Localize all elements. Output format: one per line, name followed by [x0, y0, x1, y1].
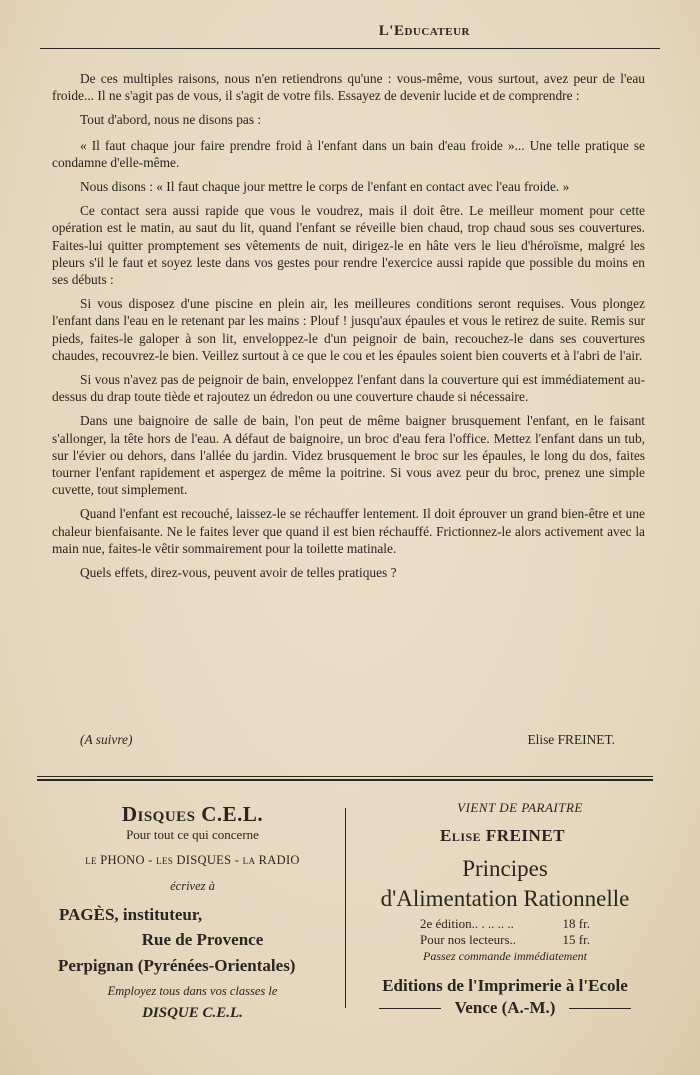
ad-write-to: écrivez à [170, 879, 215, 894]
paragraph: Si vous n'avez pas de peignoir de bain, enveloppez l'enfant dans la couverture qui est immédiatement au-dessus du drap toute tiède et rajoutez un édredon ou une couverture chaude si nécessaire. [52, 372, 645, 405]
paragraph: « Il faut chaque jour faire prendre froid à l'enfant dans un bain d'eau froide »... Une telle pratique se condamne d'elle-même. [52, 137, 645, 170]
ad-brand: Disques C.E.L. [121, 802, 264, 826]
book-title-line2: d'Alimentation Rationnelle [380, 885, 630, 911]
price-label: Pour nos lecteurs.. [420, 931, 517, 947]
paragraph: Ce contact sera aussi rapide que vous le voudrez, mais il doit être. Le meilleur moment pour cette opération est le matin, au saut du lit, quand l'enfant se réveille bien chaud, trop chaud sous ses couvertures. Faites-lui quitter promptement ses vêtements de nuit, dirigez-le en hâte vers le lieu d'héroïsme, malgré les pleurs s'il le faut et soyez leste dans vos gestes pour rendre l'exercice aussi rapide que possible du moins en ses débuts : [52, 203, 645, 288]
paragraph: Dans une baignoire de salle de bain, l'on peut de même baigner brusquement l'enfant, en le faisant s'allonger, la tête hors de l'eau. A défaut de baignoire, un broc d'eau fera l'office. Mettez l'enfant dans un tub, sur l'évier ou dehors, dans l'allée du jardin. Videz brusquement le broc sur les épaules, le long du dos, faites tourner l'enfant rapidement et aspergez de même la poitrine. Si vous avez peur du broc, prenez une simple cuvette, tout simplement. [52, 413, 645, 498]
paragraph: De ces multiples raisons, nous n'en retiendrons qu'une : vous-même, vous surtout, avez peur de l'eau froide... Il ne s'agit pas de vous, il s'agit de votre fils. Essayez de devenir lucide et de comprendre : [52, 71, 645, 104]
price-label: 2e édition.. . .. .. .. [420, 916, 514, 932]
decorative-rule [379, 1008, 441, 1009]
page-header [40, 22, 660, 49]
paragraph: Quand l'enfant est recouché, laissez-le se réchauffer lentement. Il doit éprouver un grand bien-être et une chaleur bienfaisante. Ne le faites lever que quand il est bien réchauffé. Frictionnez-le alors activement avec la main nue, faites-le vêtir sommairement pour la toilette matinale. [52, 506, 645, 556]
journal-title: L'Educateur [378, 23, 470, 39]
paragraph: Si vous disposez d'une piscine en plein air, les meilleures conditions seront requises. Vous plongez l'enfant dans l'eau en le retenant par les mains : Plouf ! jusqu'aux épaules et vous le retirez de suite. Remis sur pieds, faites-le galoper à son lit, enveloppez-le d'un peignoir de bain, recouchez-le dans ses couvertures chaudes, recouvrez-le bien. Veillez surtout à ce que le cou et les épaules soient bien couverts et à l'abri de l'air. [52, 296, 645, 363]
ad-column-divider [345, 808, 346, 1008]
publisher-name: Editions de l'Imprimerie à l'Ecole [382, 975, 628, 995]
ad-disques-cel [45, 798, 340, 1022]
paragraph: Tout d'abord, nous ne disons pas : [80, 112, 262, 128]
ad-subtitle: Pour tout ce qui concerne [126, 827, 259, 843]
publisher-location: Vence (A.-M.) [454, 998, 556, 1018]
section-divider [37, 776, 653, 781]
book-title-line1: Principes [462, 855, 548, 881]
to-be-continued: (A suivre) [80, 732, 133, 747]
contact-street: Rue de Provence [141, 930, 264, 950]
ad-items: le PHONO - les DISQUES - la RADIO [85, 853, 300, 868]
order-note: Passez commande immédiatement [423, 949, 587, 964]
publisher-location-row [355, 998, 655, 1018]
ad-disque-name: DISQUE C.E.L. [142, 1004, 243, 1021]
article-author: Elise FREINET. [527, 732, 615, 747]
ad-use-note: Employez tous dans vos classes le [107, 984, 278, 999]
contact-name: PAGÈS, instituteur, [59, 904, 203, 924]
price-row [355, 932, 655, 948]
ad-book [355, 800, 655, 1019]
paragraph: Quels effets, direz-vous, peuvent avoir de telles pratiques ? [80, 565, 397, 581]
article-body [52, 70, 645, 588]
decorative-rule [569, 1008, 631, 1009]
price-row [355, 916, 655, 932]
paragraph: Nous disons : « Il faut chaque jour mettre le corps de l'enfant en contact avec l'eau froide. » [80, 179, 570, 195]
price-value: 15 fr. [562, 931, 590, 947]
book-author: Elise FREINET [439, 825, 565, 845]
ad-announcement: VIENT DE PARAITRE [457, 800, 583, 815]
contact-city: Perpignan (Pyrénées-Orientales) [58, 955, 296, 975]
price-value: 18 fr. [562, 916, 590, 932]
